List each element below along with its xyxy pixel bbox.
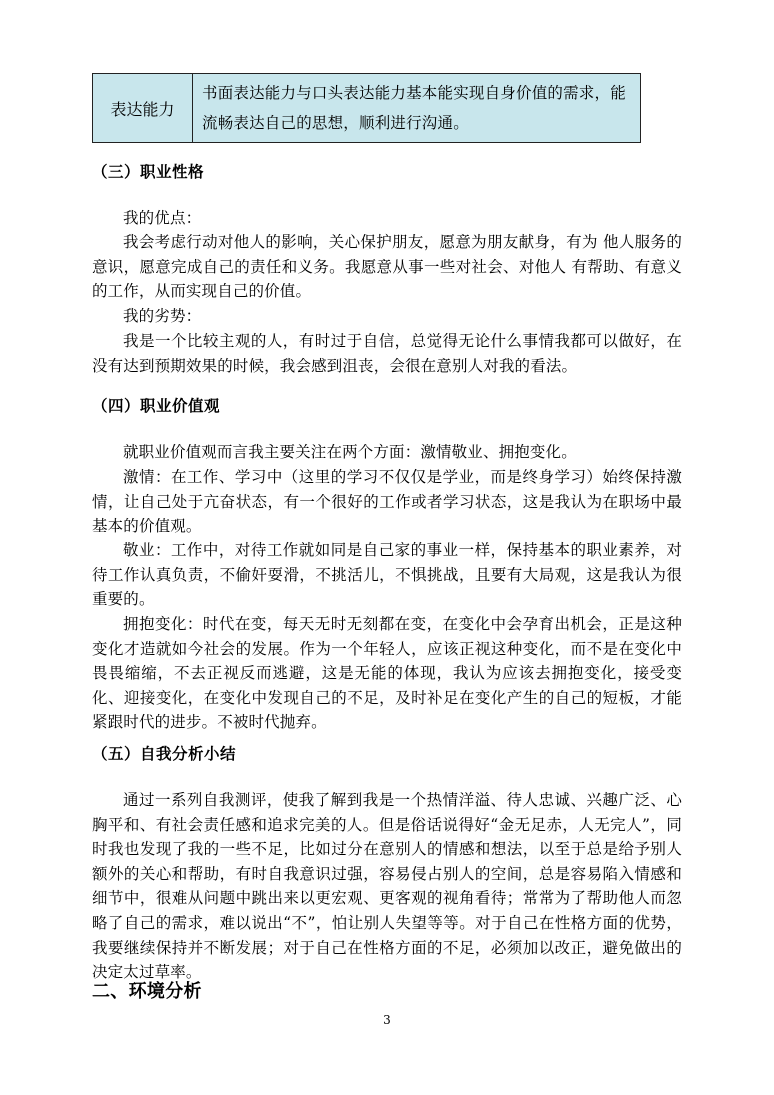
section-heading-summary: （五）自我分析小结 — [92, 745, 237, 763]
table-description-cell: 书面表达能力与口头表达能力基本能实现自身价值的需求，能流畅表达自己的思想，顺利进行沟通。 — [193, 74, 641, 143]
paragraph: 我的劣势： — [123, 307, 202, 325]
paragraph: 激情：在工作、学习中（这里的学习不仅仅是学业，而是终身学习）始终保持激情，让自己处于亢奋状态，有一个很好的工作或者学习状态，这是我认为在职场中最基本的价值观。 — [92, 468, 682, 536]
paragraph: 就职业价值观而言我主要关注在两个方面：激情敬业、拥抱变化。 — [123, 443, 577, 461]
section-heading-environment: 二、环境分析 — [92, 981, 202, 1002]
table-label-cell: 表达能力 — [93, 74, 193, 143]
paragraph: 我是一个比较主观的人，有时过于自信，总觉得无论什么事情我都可以做好，在没有达到预期效果的时候，我会感到沮丧，会很在意别人对我的看法。 — [92, 332, 682, 375]
paragraph: 我会考虑行动对他人的影响，关心保护朋友，愿意为朋友献身，有为 他人服务的意识，愿意完成自己的责任和义务。我愿意从事一些对社会、对他人 有帮助、有意义的工作，从而实现自己的价值。 — [92, 233, 682, 301]
ability-table — [92, 73, 641, 143]
paragraph: 通过一系列自我测评，使我了解到我是一个热情洋溢、待人忠诚、兴趣广泛、心胸平和、有社会责任感和追求完美的人。但是俗话说得好“金无足赤，人无完人”，同时我也发现了我的一些不足，比如过分在意别人的情感和想法，以至于总是给予别人额外的关心和帮助，有时自我意识过强，容易侵占别人的空间，总是容易陷入情感和细节中，很难从问题中跳出来以更宏观、更客观的视角看待；常常为了帮助他人而忽略了自己的需求，难以说出“不”，怕让别人失望等等。对于自己在性格方面的优势，我要继续保持并不断发展；对于自己在性格方面的不足，必须加以改正，避免做出的决定太过草率。 — [92, 791, 682, 982]
page-number: 3 — [383, 1013, 391, 1027]
section-heading-personality: （三）职业性格 — [92, 163, 205, 181]
section-heading-values: （四）职业价值观 — [92, 397, 221, 415]
paragraph: 我的优点： — [123, 209, 202, 227]
paragraph: 敬业：工作中，对待工作就如同是自己家的事业一样，保持基本的职业素养，对待工作认真负责，不偷奸耍滑，不挑活儿，不惧挑战，且要有大局观，这是我认为很重要的。 — [92, 541, 682, 609]
table-row — [93, 74, 641, 143]
paragraph: 拥抱变化：时代在变，每天无时无刻都在变，在变化中会孕育出机会，正是这种变化才造就如今社会的发展。作为一个年轻人，应该正视这种变化，而不是在变化中畏畏缩缩，不去正视反而逃避，这是无能的体现，我认为应该去拥抱变化，接受变化、迎接变化，在变化中发现自己的不足，及时补足在变化产生的自己的短板，才能紧跟时代的进步。不被时代抛弃。 — [92, 615, 682, 732]
